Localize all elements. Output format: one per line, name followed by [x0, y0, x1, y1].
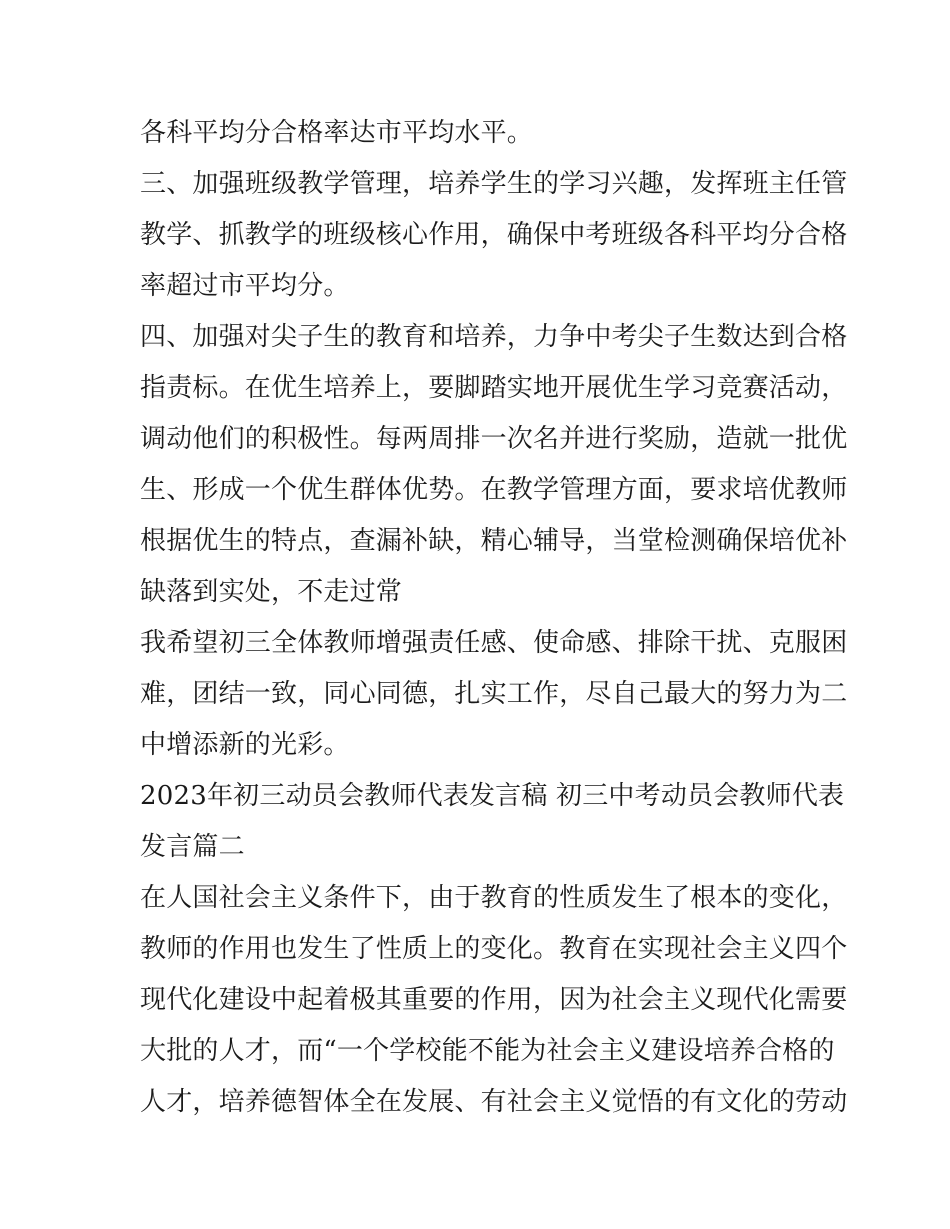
text-line: 各科平均分合格率达市平均水平。: [140, 118, 534, 148]
text-line: 教师的作用也发生了性质上的变化。教育在实现社会主义四个: [140, 934, 848, 964]
text-line: 缺落到实处，不走过常: [140, 577, 403, 607]
text-line: 人才，培养德智体全在发展、有社会主义觉悟的有文化的劳动: [140, 1087, 848, 1117]
text-line: 难，团结一致，同心同德，扎实工作，尽自己最大的努力为二: [140, 679, 848, 709]
text-line: 四、加强对尖子生的教育和培养，力争中考尖子生数达到合格: [140, 322, 848, 352]
text-line: 中增添新的光彩。: [140, 730, 350, 760]
heading-line: 2023年初三动员会教师代表发言稿 初三中考动员会教师代表: [140, 781, 845, 811]
text-line: 调动他们的积极性。每两周排一次名并进行奖励，造就一批优: [140, 424, 848, 454]
text-line: 现代化建设中起着极其重要的作用，因为社会主义现代化需要: [140, 985, 848, 1015]
text-line: 教学、抓教学的班级核心作用，确保中考班级各科平均分合格: [140, 220, 848, 250]
heading-line: 发言篇二: [140, 832, 245, 862]
document-body: [140, 108, 848, 1128]
text-line: 我希望初三全体教师增强责任感、使命感、排除干扰、克服困: [140, 628, 848, 658]
text-line: 大批的人才，而“一个学校能不能为社会主义建设培养合格的: [140, 1036, 835, 1066]
text-line: 生、形成一个优生群体优势。在教学管理方面，要求培优教师: [140, 475, 848, 505]
text-line: 根据优生的特点，查漏补缺，精心辅导，当堂检测确保培优补: [140, 526, 848, 556]
text-line: 率超过市平均分。: [140, 271, 350, 301]
text-line: 三、加强班级教学管理，培养学生的学习兴趣，发挥班主任管: [140, 169, 848, 199]
text-line: 指责标。在优生培养上，要脚踏实地开展优生学习竞赛活动，: [140, 373, 848, 403]
text-line: 在人国社会主义条件下，由于教育的性质发生了根本的变化，: [140, 883, 848, 913]
